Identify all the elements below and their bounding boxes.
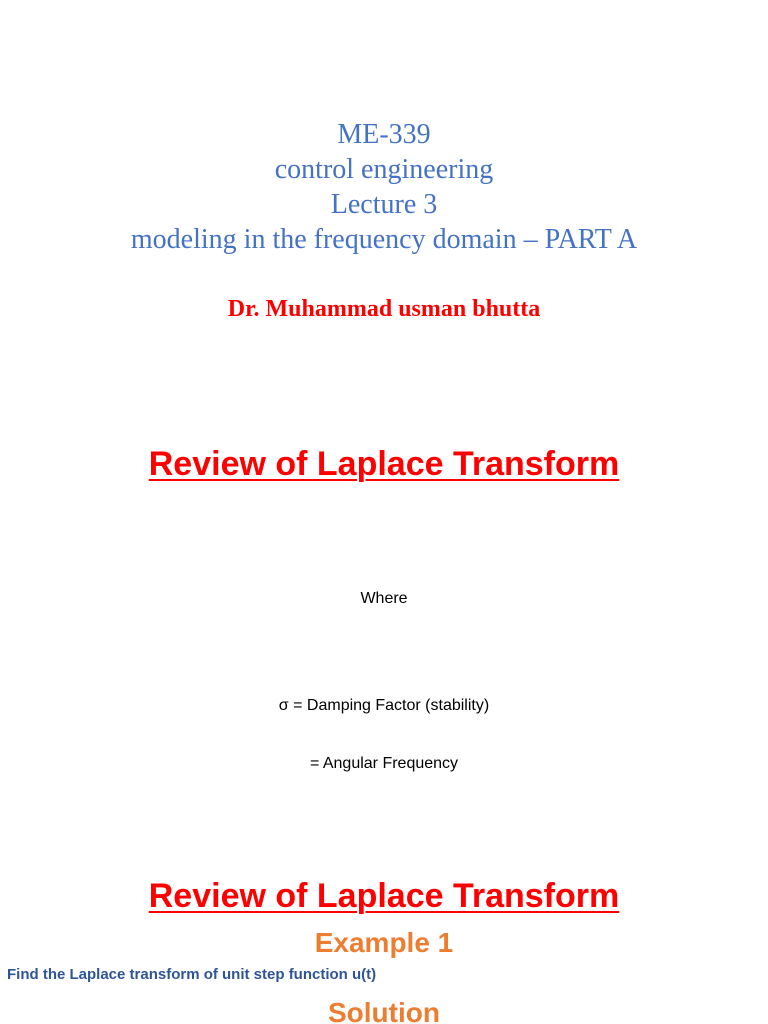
omega-definition: = Angular Frequency bbox=[309, 755, 459, 772]
solution-label: Solution bbox=[328, 997, 440, 1024]
sigma-definition: σ = Damping Factor (stability) bbox=[278, 697, 490, 714]
example-prompt: Find the Laplace transform of unit step function u(t) bbox=[7, 966, 377, 983]
slide-heading: Review of Laplace Transform bbox=[148, 877, 620, 915]
lecture-topic: modeling in the frequency domain – PART A bbox=[130, 224, 638, 255]
where-label: Where bbox=[360, 590, 408, 607]
slide-heading: Review of Laplace Transform bbox=[148, 445, 620, 483]
lecture-number: Lecture 3 bbox=[330, 189, 438, 220]
course-name: control engineering bbox=[274, 154, 494, 185]
author-name: Dr. Muhammad usman bhutta bbox=[227, 296, 541, 322]
course-code: ME-339 bbox=[337, 119, 431, 150]
example-label: Example 1 bbox=[314, 927, 454, 958]
